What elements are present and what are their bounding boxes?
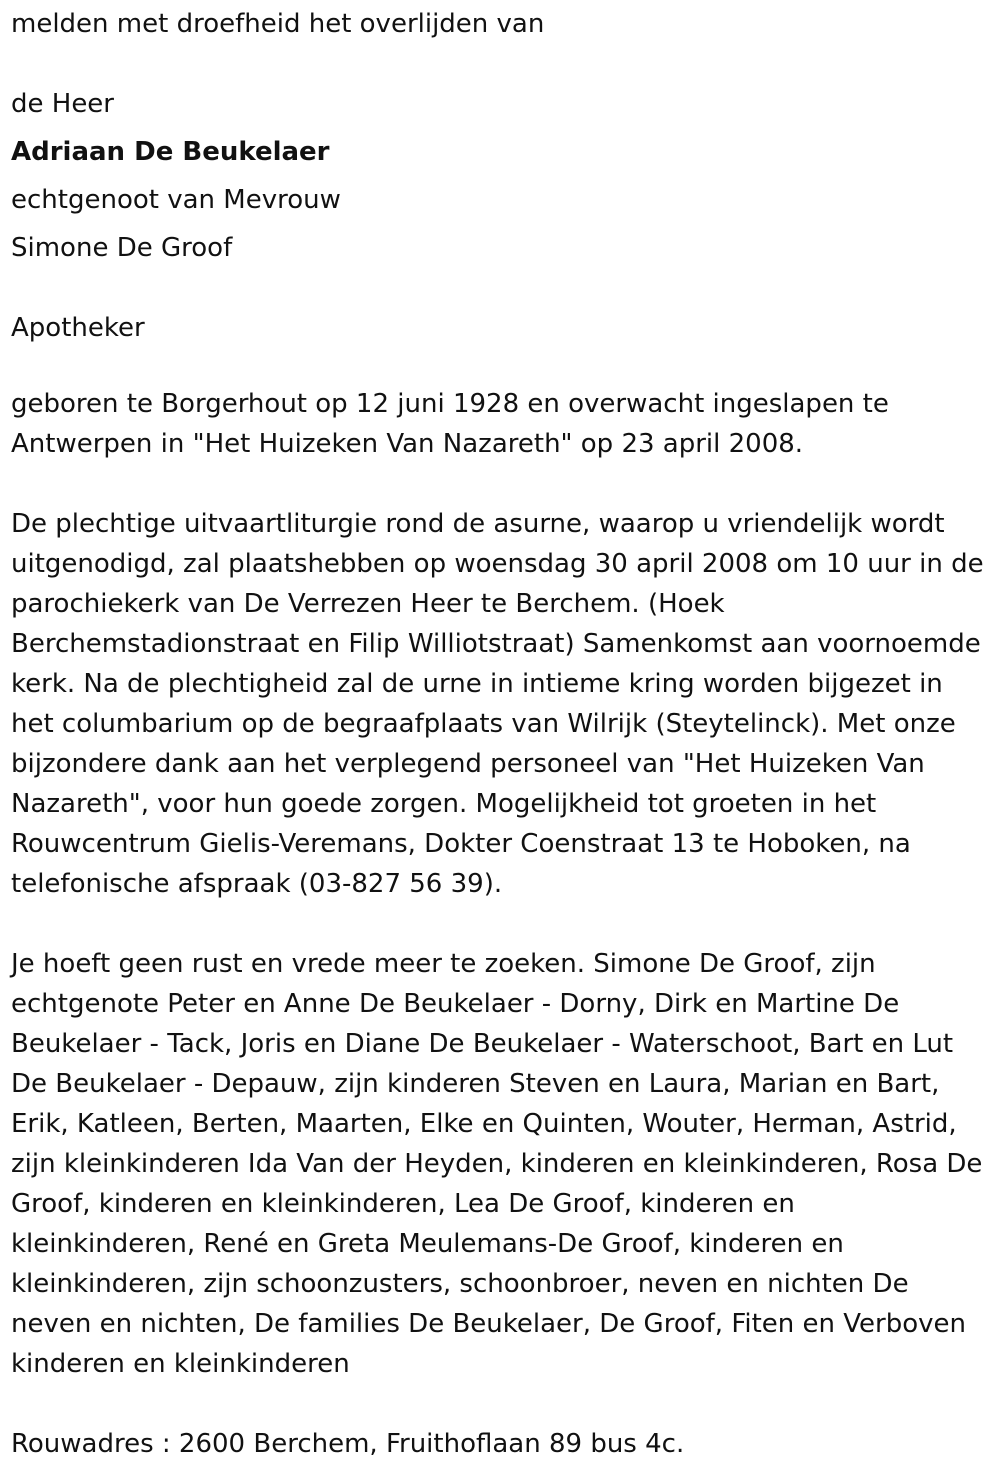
ceremony-paragraph: De plechtige uitvaartliturgie rond de asurne, waarop u vriendelijk wordt uitgenodigd, zal plaatshebben op woensdag 30 april 2008 om 10 uur in de parochiekerk van De Verrezen Heer te Berchem. (Hoek Berchemstadionstraat en Filip Williotstraat) Samenkomst aan voornoemde kerk. Na de plechtigheid zal de urne in intieme kring worden bijgezet in het columbarium op de begraafplaats van Wilrijk (Steytelinck). Met onze bijzondere dank aan het verplegend personeel van "Het Huizeken Van Nazareth", voor hun goede zorgen. Mogelijkheid tot groeten in het Rouwcentrum Gielis-Veremans, Dokter Coenstraat 13 te Hoboken, na telefonische afspraak (03-827 56 39). <box>11 509 984 899</box>
spacer <box>11 272 986 304</box>
spouse-label: echtgenoot van Mevrouw <box>11 185 341 215</box>
spacer <box>11 352 986 384</box>
birth-death-paragraph: geboren te Borgerhout op 12 juni 1928 en overwacht ingeslapen te Antwerpen in "Het Huizeken Van Nazareth" op 23 april 2008. <box>11 389 889 459</box>
spacer <box>11 904 986 944</box>
spacer <box>11 464 986 504</box>
profession: Apotheker <box>11 313 145 343</box>
mourning-address: Rouwadres : 2600 Berchem, Fruithoflaan 89 bus 4c. <box>11 1429 685 1459</box>
spacer <box>11 1384 986 1424</box>
spouse-name: Simone De Groof <box>11 233 233 263</box>
spacer <box>11 48 986 80</box>
obituary-document <box>11 0 986 1464</box>
deceased-name: Adriaan De Beukelaer <box>11 137 330 167</box>
honorific: de Heer <box>11 89 114 119</box>
family-paragraph: Je hoeft geen rust en vrede meer te zoeken. Simone De Groof, zijn echtgenote Peter en Anne De Beukelaer - Dorny, Dirk en Martine De Beukelaer - Tack, Joris en Diane De Beukelaer - Waterschoot, Bart en Lut De Beukelaer - Depauw, zijn kinderen Steven en Laura, Marian en Bart, Erik, Katleen, Berten, Maarten, Elke en Quinten, Wouter, Herman, Astrid, zijn kleinkinderen Ida Van der Heyden, kinderen en kleinkinderen, Rosa De Groof, kinderen en kleinkinderen, Lea De Groof, kinderen en kleinkinderen, René en Greta Meulemans-De Groof, kinderen en kleinkinderen, zijn schoonzusters, schoonbroer, neven en nichten De neven en nichten, De families De Beukelaer, De Groof, Fiten en Verboven kinderen en kleinkinderen <box>11 949 983 1379</box>
intro-text: melden met droefheid het overlijden van <box>11 9 545 39</box>
